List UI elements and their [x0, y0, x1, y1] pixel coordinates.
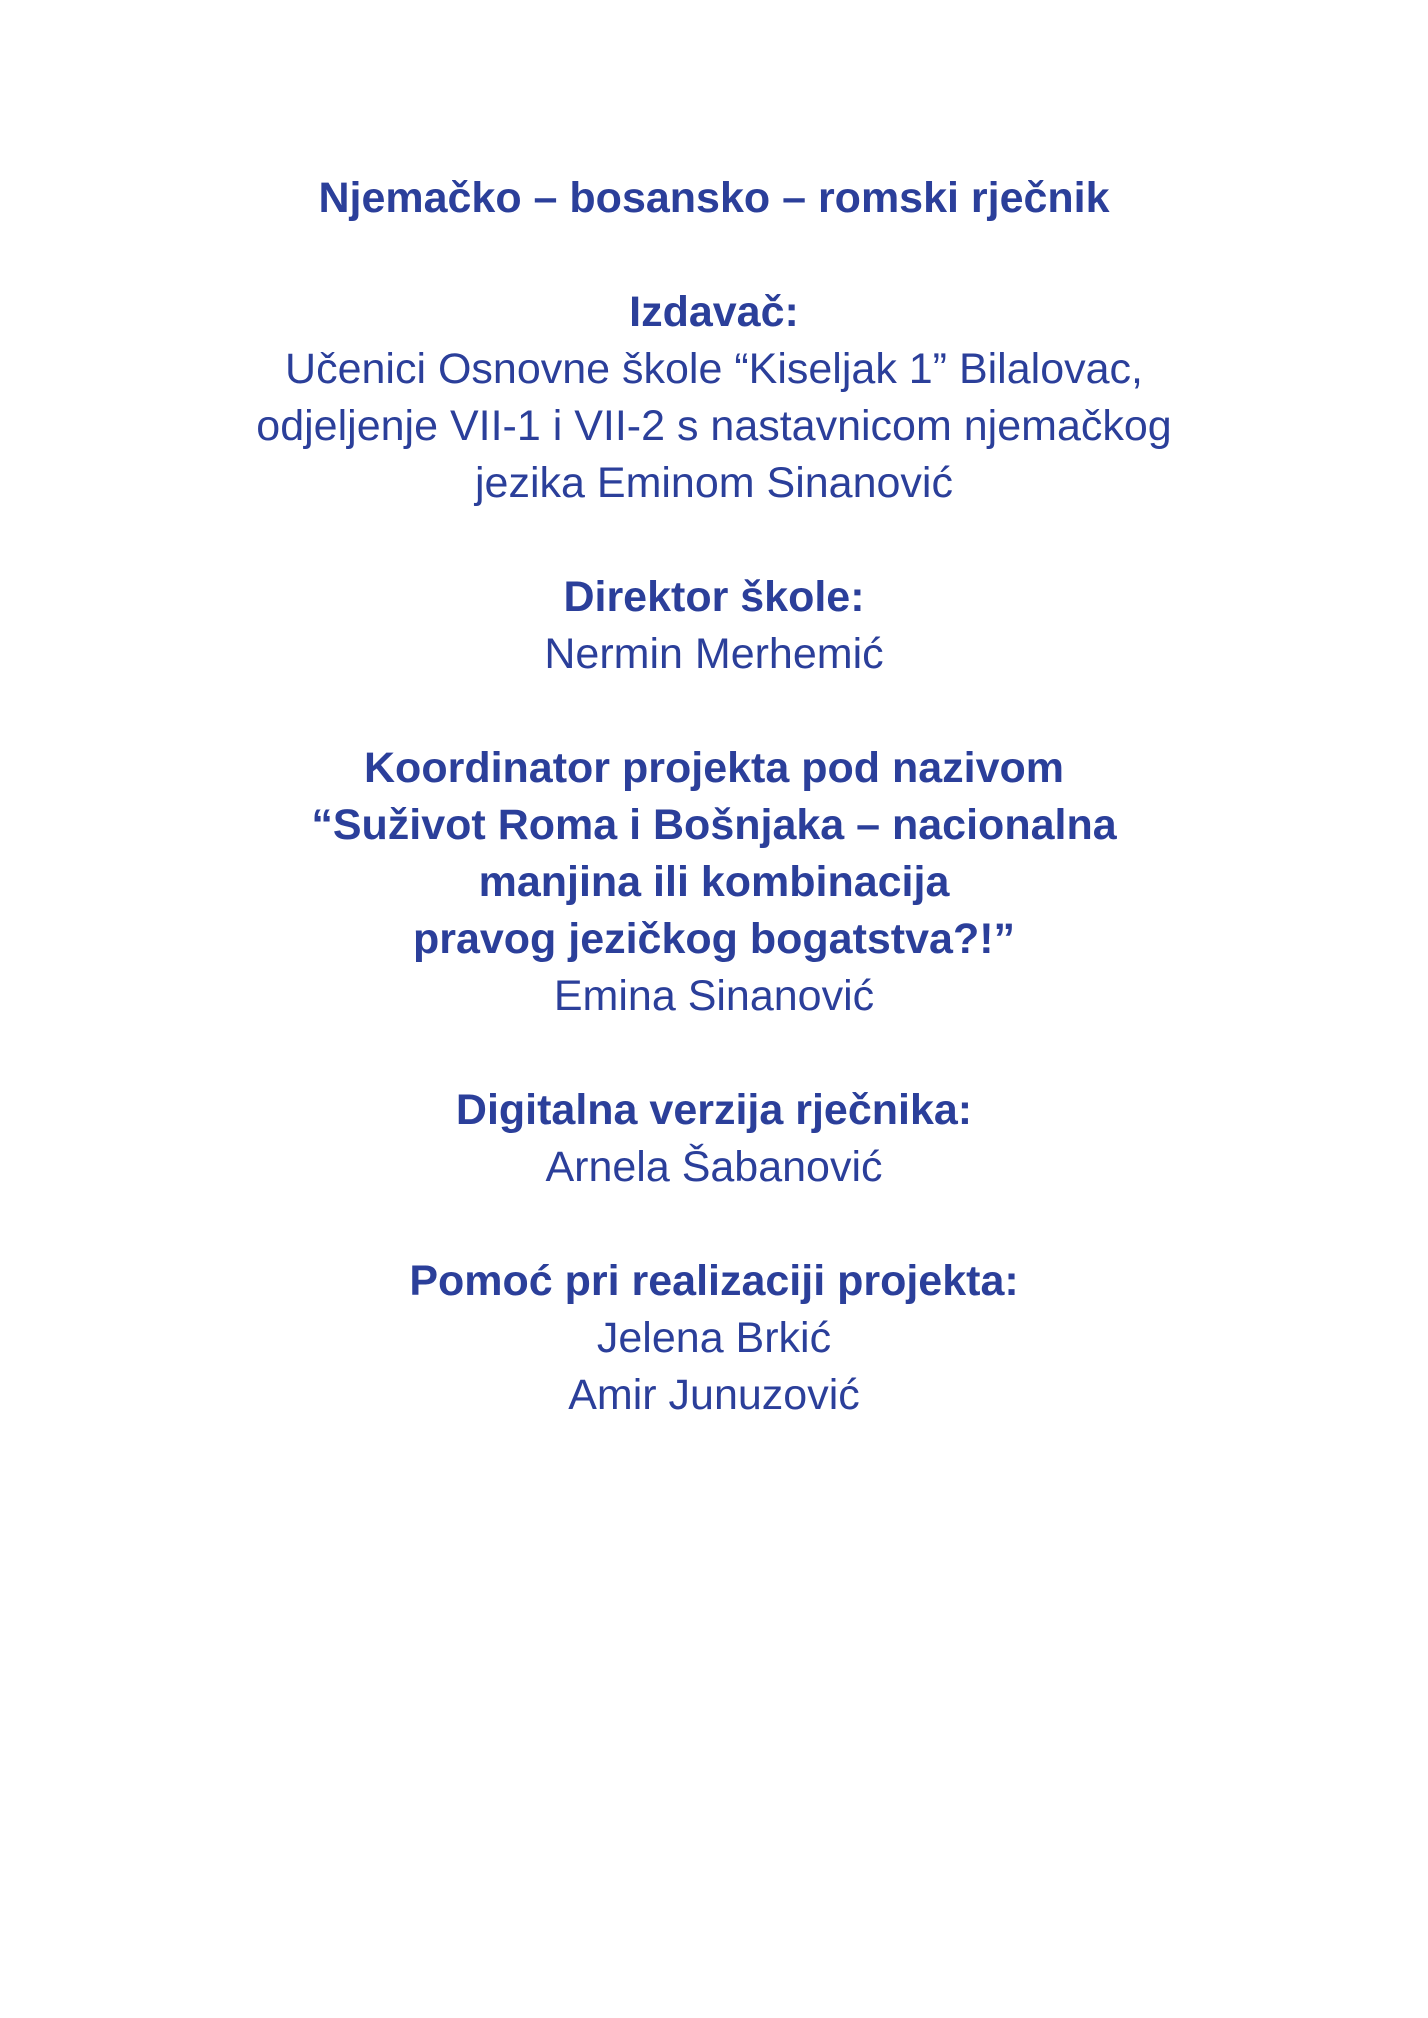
help-name: Jelena Brkić: [596, 1314, 832, 1362]
digital-version-name: Arnela Šabanović: [545, 1143, 883, 1191]
spacer: [0, 512, 1428, 569]
coordinator-heading-line: pravog jezičkog bogatstva?!”: [412, 915, 1016, 963]
document-title: Njemačko – bosansko – romski rječnik: [318, 174, 1110, 222]
coordinator-heading-line: “Suživot Roma i Bošnjaka – nacionalna: [311, 801, 1117, 849]
coordinator-heading-line: manjina ili kombinacija: [478, 858, 950, 906]
spacer: [0, 1025, 1428, 1082]
director-name: Nermin Merhemić: [544, 630, 884, 678]
publisher-heading: Izdavač:: [629, 288, 799, 336]
help-heading: Pomoć pri realizaciji projekta:: [409, 1257, 1019, 1305]
coordinator-heading-line: Koordinator projekta pod nazivom: [364, 744, 1064, 792]
digital-version-heading: Digitalna verzija rječnika:: [455, 1086, 973, 1134]
spacer: [0, 1196, 1428, 1253]
credits-block: [0, 170, 1428, 1424]
director-heading: Direktor škole:: [563, 573, 865, 621]
spacer: [0, 227, 1428, 284]
spacer: [0, 683, 1428, 740]
publisher-line: jezika Eminom Sinanović: [475, 459, 953, 507]
publisher-line: odjeljenje VII-1 i VII-2 s nastavnicom njemačkog: [256, 402, 1172, 450]
publisher-line: Učenici Osnovne škole “Kiseljak 1” Bilalovac,: [285, 345, 1143, 393]
help-name: Amir Junuzović: [568, 1371, 860, 1419]
coordinator-name: Emina Sinanović: [553, 972, 875, 1020]
